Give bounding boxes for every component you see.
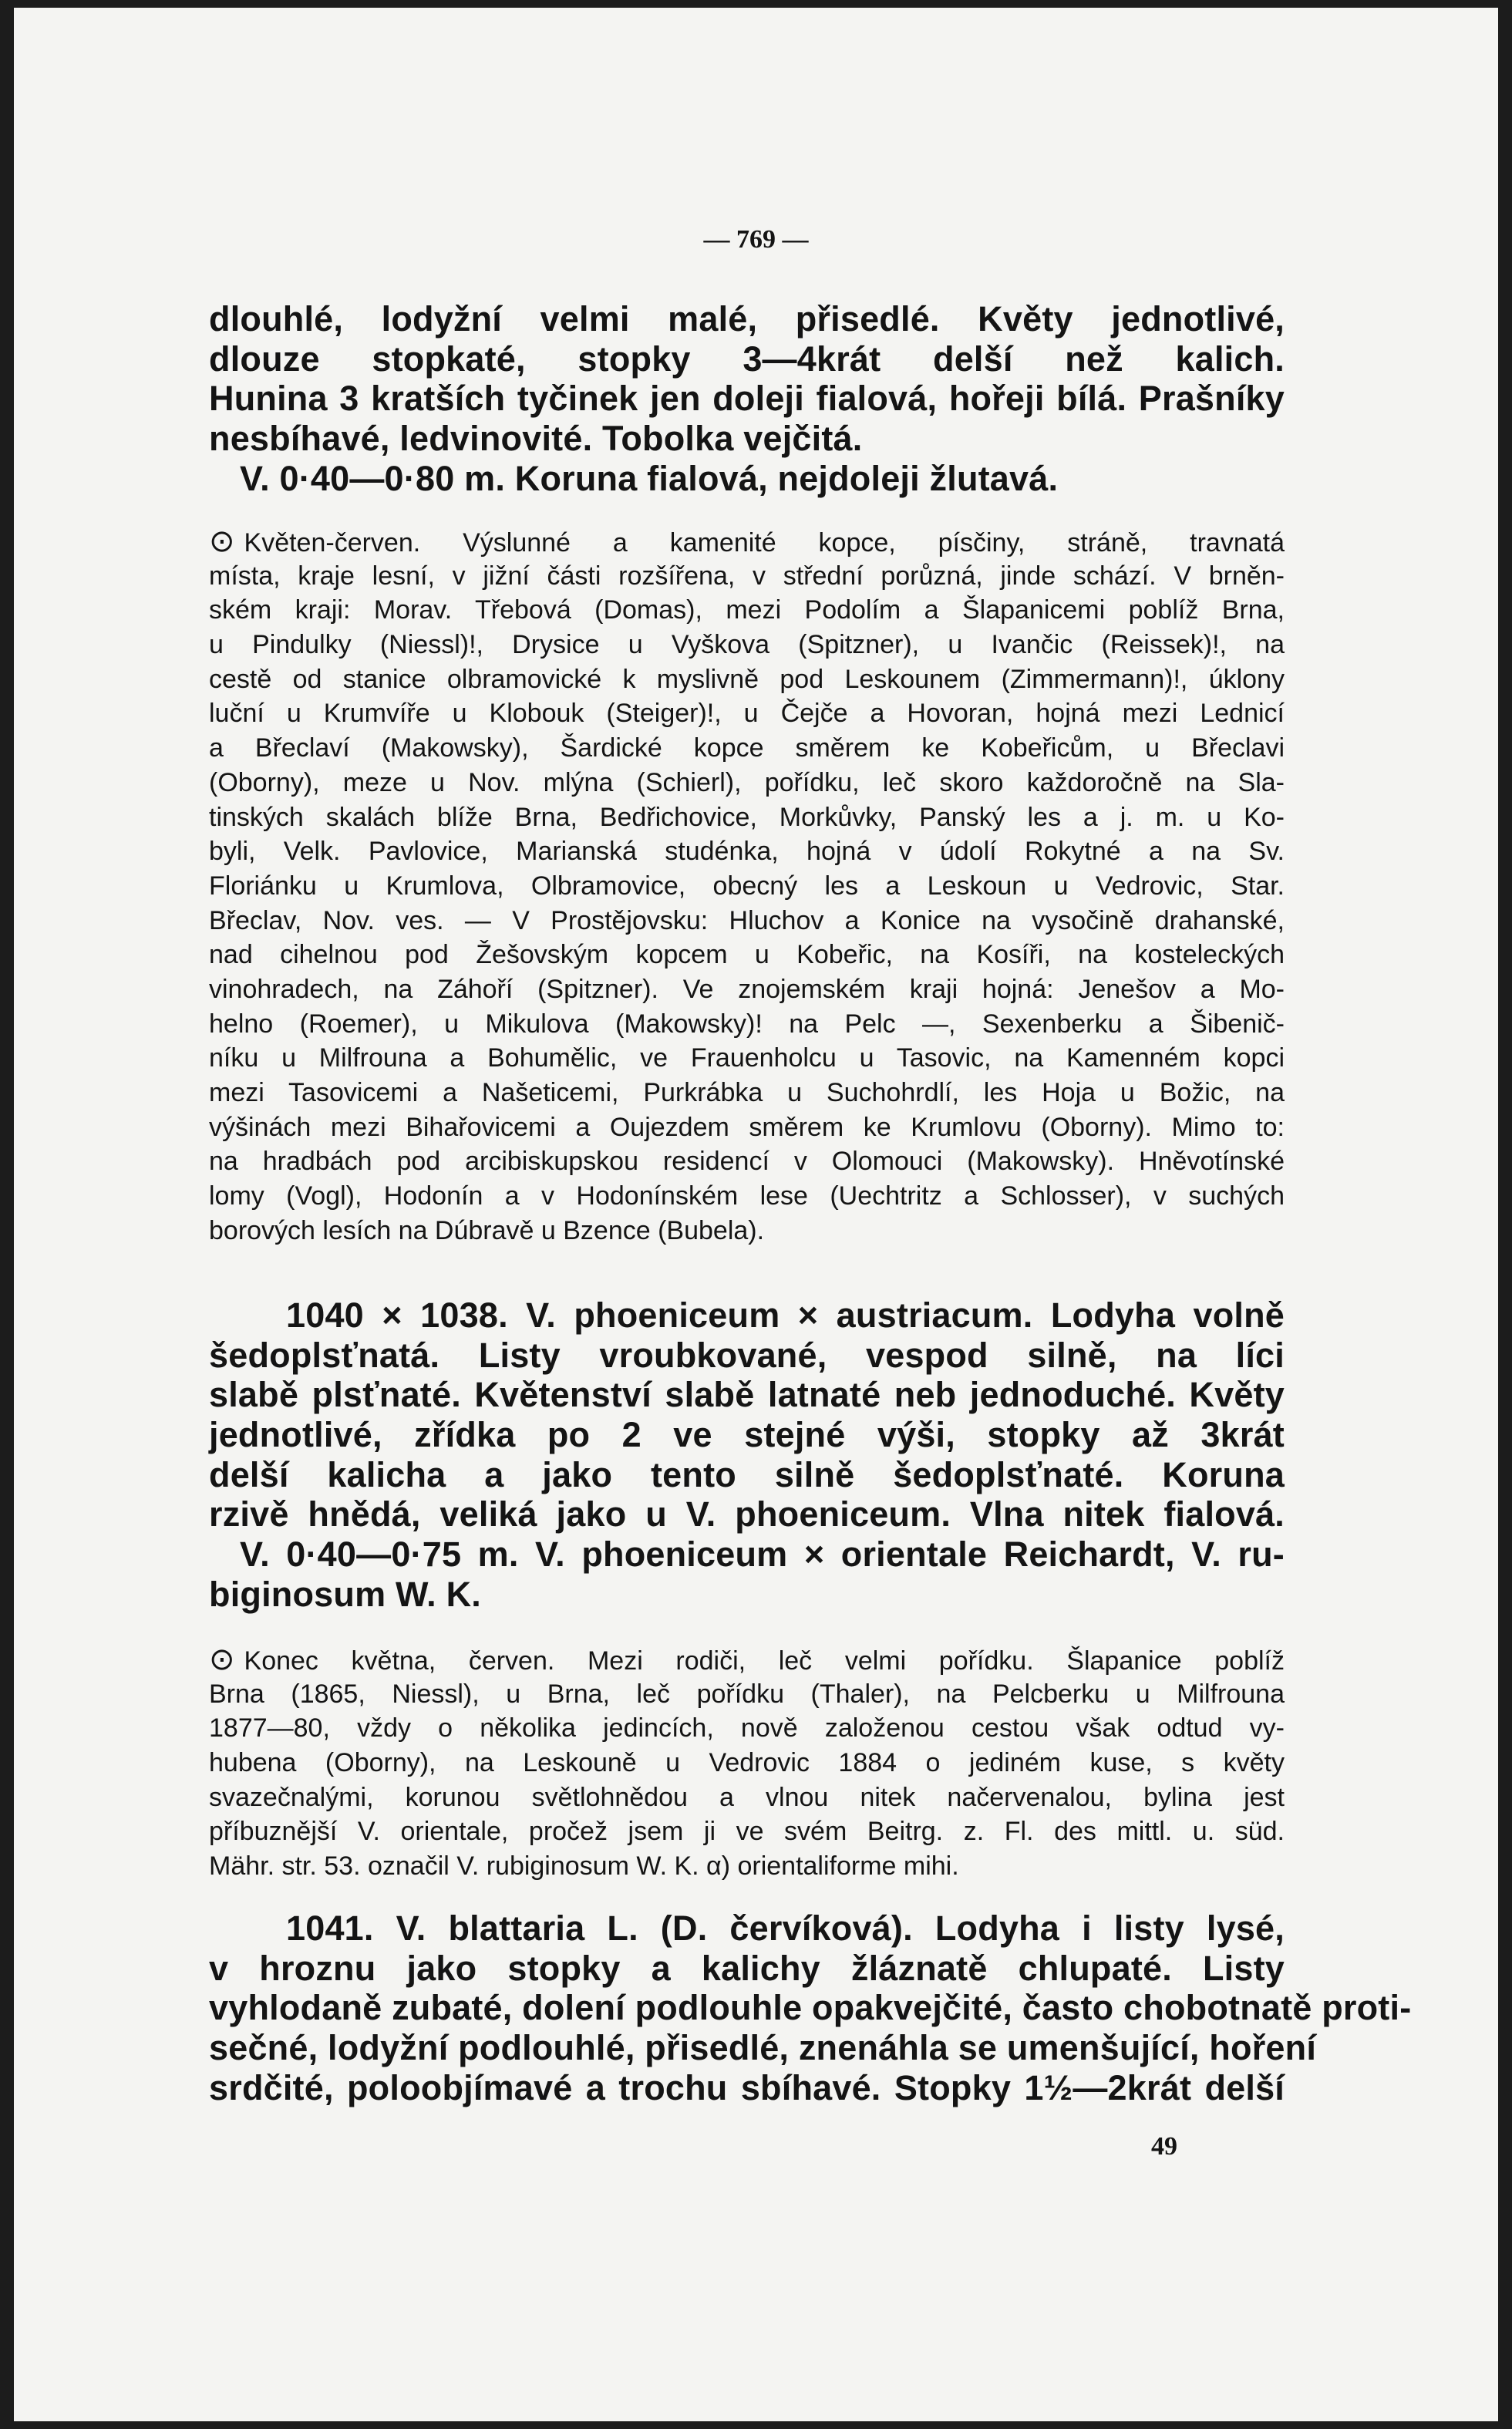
perennial-symbol-icon: ⊙ bbox=[209, 1642, 235, 1676]
signature-mark: 49 bbox=[1151, 2132, 1177, 2161]
text-line: byli, Velk. Pavlovice, Marianská studénka, hojná v údolí Rokytné a na Sv. bbox=[209, 837, 1285, 867]
text-line: helno (Roemer), u Mikulova (Makowsky)! na Pelc —, Sexenberku a Šibenič- bbox=[209, 1009, 1285, 1039]
text-line: šedoplsťnatá. Listy vroubkované, vespod silně, na líci bbox=[209, 1335, 1285, 1375]
paragraph-verbascum-blattaria bbox=[209, 1908, 1412, 2107]
text-line: biginosum W. K. bbox=[209, 1574, 481, 1614]
text-line: luční u Krumvíře u Klobouk (Steiger)!, u Čejče a Hovoran, hojná mezi Lednicí bbox=[209, 699, 1285, 729]
text-line-content: Konec května, červen. Mezi rodiči, leč velmi pořídku. Šlapanice poblíž bbox=[244, 1646, 1285, 1676]
text-line: rzivě hnědá, veliká jako u V. phoeniceum. Vlna nitek fialová. bbox=[209, 1494, 1285, 1535]
text-line: hubena (Oborny), na Leskouně u Vedrovic 1884 o jediném kuse, s květy bbox=[209, 1748, 1285, 1778]
text-line: delší kalicha a jako tento silně šedoplsťnaté. Koruna bbox=[209, 1454, 1285, 1494]
text-line: jednotlivé, zřídka po 2 ve stejné výši, stopky až 3krát bbox=[209, 1415, 1285, 1455]
text-line bbox=[209, 524, 1285, 559]
text-line: sečné, lodyžní podlouhlé, přisedlé, znenáhla se umenšující, hoření bbox=[209, 2028, 1317, 2068]
paragraph-hybrid-1040 bbox=[209, 1295, 1285, 1615]
text-line: srdčité, poloobjímavé a trochu sbíhavé. Stopky 1½—2krát delší bbox=[209, 2067, 1285, 2107]
text-line: místa, kraje lesní, v jižní části rozšířena, v střední porůzná, jinde schází. V brněn- bbox=[209, 561, 1285, 591]
text-line: V. 0·40—0·80 m. Koruna fialová, nejdoleji žlutavá. bbox=[240, 458, 1059, 498]
text-line: dlouhlé, lodyžní velmi malé, přisedlé. Květy jednotlivé, bbox=[209, 299, 1285, 339]
text-line: Břeclav, Nov. ves. — V Prostějovsku: Hluchov a Konice na vysočině drahanské, bbox=[209, 905, 1285, 935]
text-line: mezi Tasovicemi a Našeticemi, Purkrábka u Suchohrdlí, les Hoja u Božic, na bbox=[209, 1078, 1285, 1107]
text-line: příbuznější V. orientale, pročež jsem ji ve svém Beitrg. z. Fl. des mittl. u. süd. bbox=[209, 1817, 1285, 1847]
text-line: cestě od stanice olbramovické k myslivně pod Leskounem (Zimmermann)!, úklony bbox=[209, 664, 1285, 694]
text-line: u Pindulky (Niessl)!, Drysice u Vyškova (Spitzner), u Ivančic (Reissek)!, na bbox=[209, 630, 1285, 660]
paragraph-verbascum-description bbox=[209, 299, 1285, 498]
text-line: Floriánku u Krumlova, Olbramovice, obecný les a Leskoun u Vedrovic, Star. bbox=[209, 871, 1285, 901]
text-line: Hunina 3 kratších tyčinek jen doleji fialová, hořeji bílá. Prašníky bbox=[209, 379, 1285, 419]
text-line: na hradbách pod arcibiskupskou residencí v Olomouci (Makowsky). Hněvotínské bbox=[209, 1147, 1285, 1177]
text-line: (Oborny), meze u Nov. mlýna (Schierl), pořídku, leč skoro každoročně na Sla- bbox=[209, 767, 1285, 797]
text-line: borových lesích na Dúbravě u Bzence (Bubela). bbox=[209, 1215, 765, 1245]
text-line: vyhlodaně zubaté, dolení podlouhle opakvejčité, často chobotnatě proti- bbox=[209, 1988, 1412, 2028]
text-line: v hroznu jako stopky a kalichy žláznatě chlupaté. Listy bbox=[209, 1948, 1285, 1988]
perennial-symbol-icon: ⊙ bbox=[209, 524, 235, 558]
text-line: dlouze stopkaté, stopky 3—4krát delší než kalich. bbox=[209, 339, 1285, 379]
text-line bbox=[209, 1642, 1285, 1677]
text-line: slabě plsťnaté. Květenství slabě latnaté neb jednoduché. Květy bbox=[209, 1375, 1285, 1415]
text-line: ském kraji: Morav. Třebová (Domas), mezi Podolím a Šlapanicemi poblíž Brna, bbox=[209, 595, 1285, 625]
text-line: nad cihelnou pod Žešovským kopcem u Kobeřic, na Kosíři, na kosteleckých bbox=[209, 940, 1285, 970]
species-heading-line: 1040 × 1038. V. phoeniceum × austriacum. Lodyha volně bbox=[286, 1295, 1285, 1335]
text-line: svazečnalými, korunou světlohnědou a vlnou nitek načervenalou, bylina jest bbox=[209, 1782, 1285, 1812]
text-line: V. 0·40—0·75 m. V. phoeniceum × orientale Reichardt, V. ru- bbox=[240, 1535, 1285, 1575]
paragraph-localities bbox=[209, 524, 1285, 1248]
text-line: lomy (Vogl), Hodonín a v Hodonínském lese (Uechtritz a Schlosser), v suchých bbox=[209, 1181, 1285, 1211]
book-page bbox=[14, 8, 1498, 2421]
text-line: Mähr. str. 53. označil V. rubiginosum W. K. α) orientaliforme mihi. bbox=[209, 1851, 959, 1882]
species-heading-line: 1041. V. blattaria L. (D. červíková). Lodyha i listy lysé, bbox=[286, 1908, 1285, 1948]
text-line: a Břeclaví (Makowsky), Šardické kopce směrem ke Kobeřicům, u Břeclavi bbox=[209, 733, 1285, 763]
text-line: výšinách mezi Bihařovicemi a Oujezdem směrem ke Krumlovu (Oborny). Mimo to: bbox=[209, 1112, 1285, 1142]
text-line: Brna (1865, Niessl), u Brna, leč pořídku (Thaler), na Pelcberku u Milfrouna bbox=[209, 1679, 1285, 1709]
text-line: 1877—80, vždy o několika jedincích, nově založenou cestou však odtud vy- bbox=[209, 1713, 1285, 1743]
text-line: níku u Milfrouna a Bohumělic, ve Frauenholcu u Tasovic, na Kamenném kopci bbox=[209, 1043, 1285, 1073]
paragraph-hybrid-localities bbox=[209, 1642, 1285, 1884]
text-line: vinohradech, na Záhoří (Spitzner). Ve znojemském kraji hojná: Jenešov a Mo- bbox=[209, 974, 1285, 1004]
text-line-content: Květen-červen. Výslunné a kamenité kopce, písčiny, stráně, travnatá bbox=[244, 528, 1285, 558]
text-line: tinských skalách blíže Brna, Bedřichovice, Morkůvky, Panský les a j. m. u Ko- bbox=[209, 802, 1285, 832]
text-line: nesbíhavé, ledvinovité. Tobolka vejčitá. bbox=[209, 419, 863, 459]
page-number: — 769 — bbox=[703, 225, 809, 254]
